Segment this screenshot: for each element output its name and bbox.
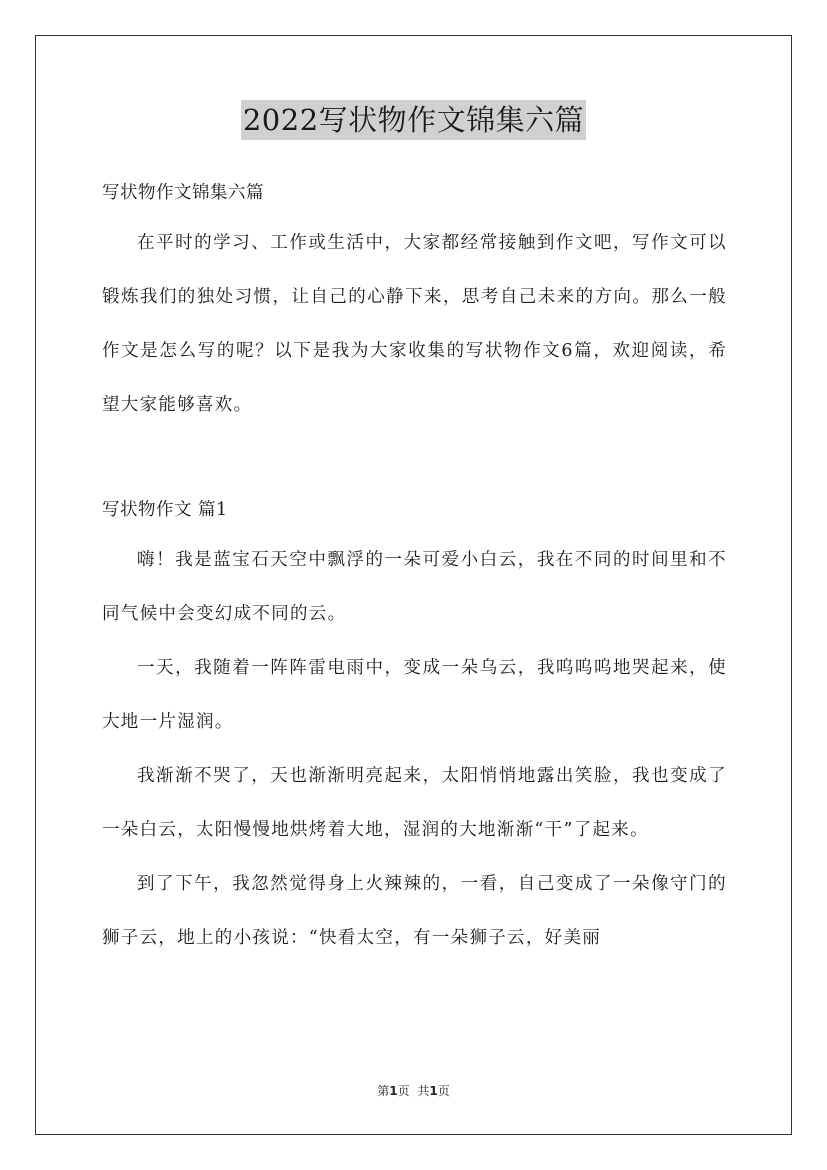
total-prefix: 共: [417, 1084, 430, 1098]
body-paragraph-2: 一天，我随着一阵阵雷电雨中，变成一朵乌云，我呜呜呜地哭起来，使大地一片湿润。: [102, 658, 727, 732]
page-prefix: 第: [377, 1084, 390, 1098]
document-subtitle: 写状物作文锦集六篇: [102, 183, 264, 203]
intro-paragraph: 在平时的学习、工作或生活中，大家都经常接触到作文吧，写作文可以锻炼我们的独处习惯，让自己的心静下来，思考自己未来的方向。那么一般作文是怎么写的呢？以下是我为大家收集的写状物作文6篇，欢迎阅读，希望大家能够喜欢。: [102, 233, 727, 415]
page-footer: [0, 1083, 827, 1099]
section-gap: [102, 432, 727, 487]
body-paragraph-1: 嗨！我是蓝宝石天空中飘浮的一朵可爱小白云，我在不同的时间里和不同气候中会变幻成不同的云。: [102, 550, 727, 624]
section-heading: 写状物作文 篇1: [102, 500, 228, 520]
document-body: [102, 170, 727, 965]
document-title: 2022写状物作文锦集六篇: [241, 100, 586, 140]
total-pages: 1: [429, 1084, 438, 1098]
total-suffix: 页: [437, 1084, 450, 1098]
document-title-block: [0, 100, 827, 140]
page-suffix: 页: [397, 1084, 410, 1098]
page-number: 1: [389, 1084, 398, 1098]
body-paragraph-4: 到了下午，我忽然觉得身上火辣辣的，一看，自己变成了一朵像守门的狮子云，地上的小孩说：“快看太空，有一朵狮子云，好美丽: [102, 874, 727, 948]
body-paragraph-3: 我渐渐不哭了，天也渐渐明亮起来，太阳悄悄地露出笑脸，我也变成了一朵白云，太阳慢慢地烘烤着大地，湿润的大地渐渐“干”了起来。: [102, 766, 727, 840]
